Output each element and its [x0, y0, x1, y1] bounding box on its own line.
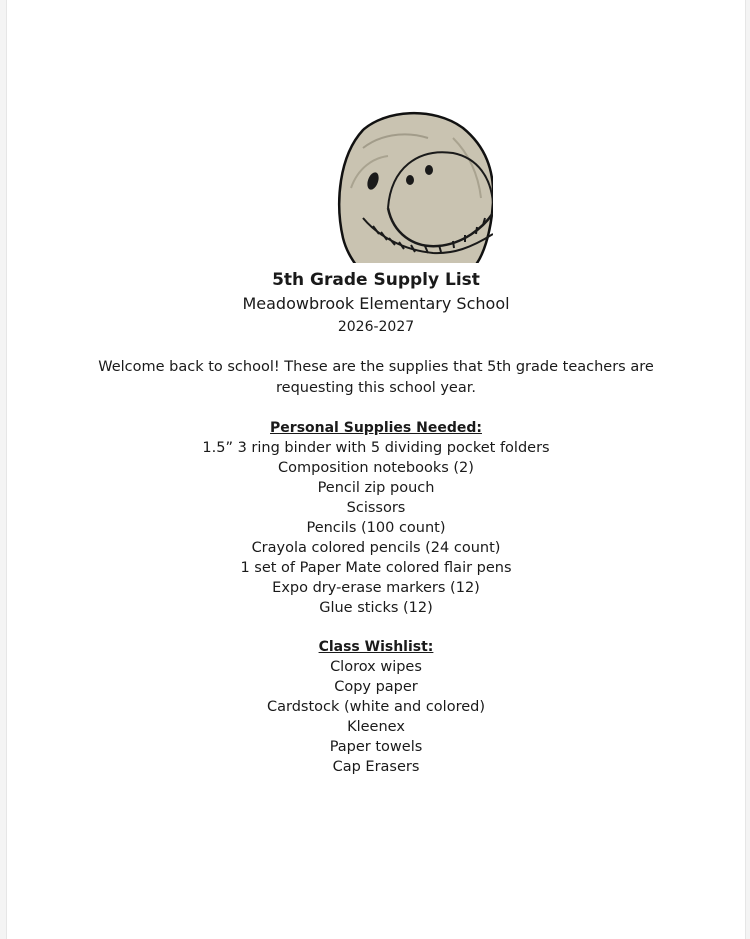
personal-supplies-list	[7, 438, 745, 618]
list-item: Kleenex	[347, 719, 405, 735]
class-wishlist-list	[7, 657, 745, 777]
list-item: Expo dry-erase markers (12)	[272, 580, 480, 596]
intro-line: requesting this school year.	[276, 380, 476, 396]
list-item: Pencils (100 count)	[306, 520, 446, 536]
list-item: Crayola colored pencils (24 count)	[251, 540, 501, 556]
supply-list-content	[7, 268, 745, 777]
list-item: 1.5” 3 ring binder with 5 dividing pocket folders	[202, 440, 550, 456]
list-item: Clorox wipes	[330, 659, 422, 675]
document-page	[6, 0, 746, 939]
intro-line: Welcome back to school! These are the supplies that 5th grade teachers are	[98, 359, 654, 375]
list-item: Composition notebooks (2)	[278, 460, 474, 476]
manatee-mascot-image	[333, 108, 493, 263]
school-name: Meadowbrook Elementary School	[242, 294, 510, 313]
intro-paragraph	[76, 357, 676, 399]
list-item: Copy paper	[334, 679, 418, 695]
list-item: Scissors	[346, 500, 406, 516]
school-year: 2026-2027	[337, 319, 415, 335]
class-wishlist-heading: Class Wishlist:	[318, 639, 434, 655]
list-item: 1 set of Paper Mate colored flair pens	[240, 560, 512, 576]
list-item: Paper towels	[329, 739, 423, 755]
list-item: Cap Erasers	[332, 759, 420, 775]
personal-supplies-heading: Personal Supplies Needed:	[270, 420, 482, 436]
page-title: 5th Grade Supply List	[272, 270, 480, 290]
list-item: Cardstock (white and colored)	[266, 699, 486, 715]
list-item: Glue sticks (12)	[319, 600, 433, 616]
list-item: Pencil zip pouch	[317, 480, 435, 496]
